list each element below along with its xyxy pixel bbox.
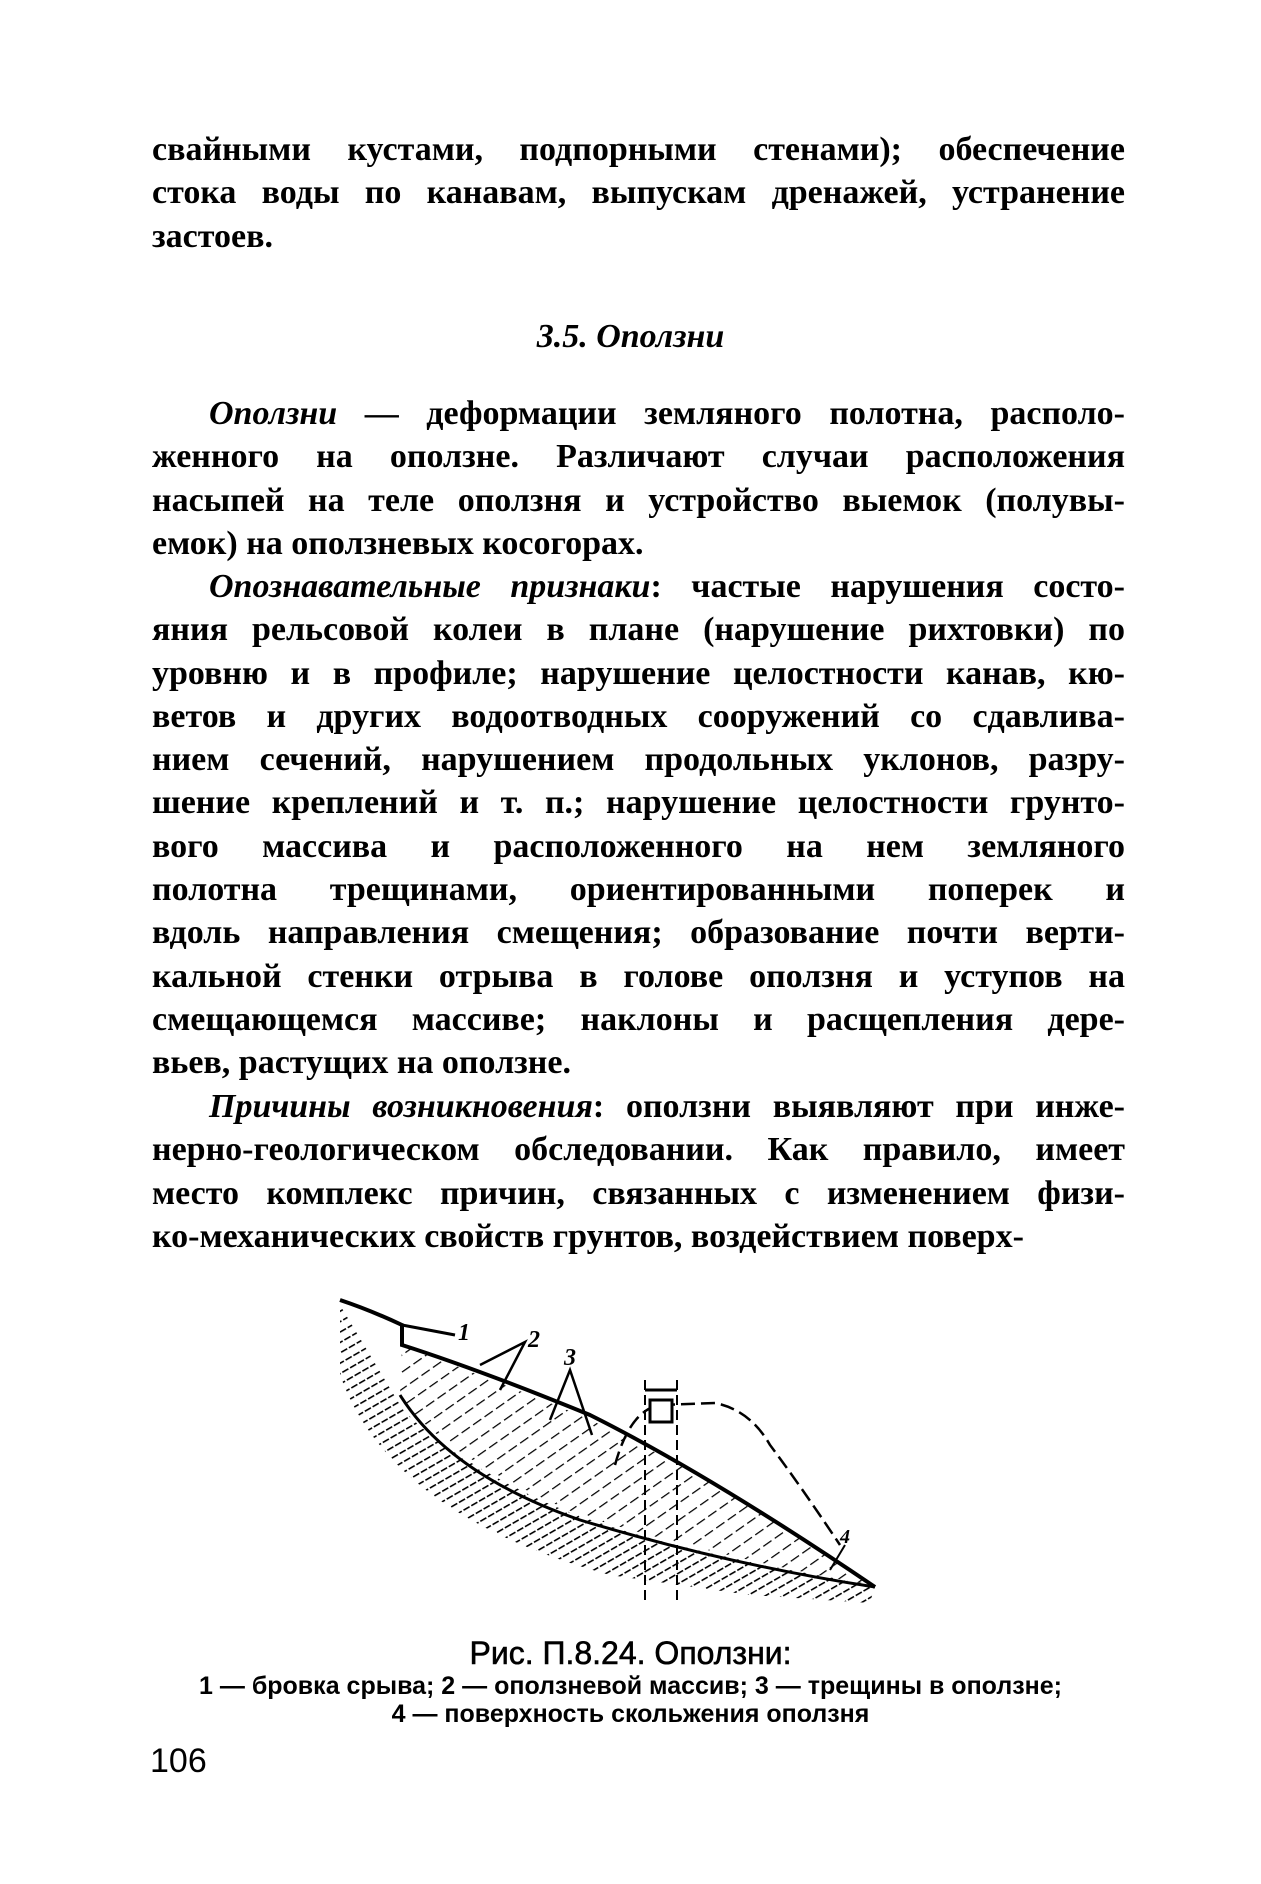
text-line [152, 1085, 1125, 1128]
paragraph-causes [152, 1085, 1125, 1258]
line-text: кальной стенки отрыва в голове оползня и уступов на [152, 957, 1125, 995]
text-line [152, 1172, 1125, 1215]
line-text: нием сечений, нарушением продольных уклонов, разру- [152, 741, 1125, 779]
line-text: шение креплений и т. п.; нарушение целостности грунто- [152, 784, 1125, 822]
text-line [152, 1128, 1125, 1171]
line-text: вого массива и расположенного на нем земляного [152, 827, 1125, 865]
figure-label-4: 4 [840, 1526, 850, 1548]
line-text: ветов и других водоотводных сооружений со сдавлива- [152, 697, 1125, 735]
text-line [152, 522, 1125, 565]
top-paragraph [152, 128, 1125, 258]
figure-label-3: 3 [564, 1345, 576, 1371]
text-line [152, 479, 1125, 522]
line-text: ко-механических свойств грунтов, воздействием поверх- [152, 1217, 1024, 1255]
text-line [152, 781, 1125, 824]
paragraph-signs [152, 565, 1125, 1085]
text-line [152, 998, 1125, 1041]
line-text: застоев. [152, 217, 273, 255]
line-text: нерно-геологическом обследовании. Как правило, имеет [152, 1131, 1125, 1169]
line-text: : частые нарушения состо- [650, 568, 1125, 605]
figure-label-1: 1 [458, 1320, 470, 1346]
text-line [152, 215, 1125, 258]
italic-term: Причины возникновения [209, 1088, 593, 1125]
figure-label-2: 2 [528, 1327, 540, 1353]
text-line [152, 128, 1125, 171]
text-line [152, 1041, 1125, 1084]
text-line [152, 868, 1125, 911]
line-text: смещающемся массиве; наклоны и расщепления дере- [152, 1000, 1125, 1038]
text-line [152, 695, 1125, 738]
line-text: вьев, растущих на оползне. [152, 1044, 571, 1082]
text-line [152, 608, 1125, 651]
line-text: место комплекс причин, связанных с изменением физи- [152, 1174, 1125, 1212]
page-number: 106 [150, 1742, 207, 1780]
text-line [152, 392, 1125, 435]
line-text: полотна трещинами, ориентированными поперек и [152, 871, 1125, 909]
line-text: яния рельсовой колеи в плане (нарушение рихтовки) по [152, 611, 1125, 649]
text-line [152, 565, 1125, 608]
figure-caption-legend-1: 1 — бровка срыва; 2 — оползневой массив; 3 — трещины в оползне; [199, 1672, 1062, 1700]
text-line [152, 825, 1125, 868]
landslide-figure [330, 1285, 930, 1605]
line-text: уровню и в профиле; нарушение целостности канав, кю- [152, 654, 1125, 692]
line-text: свайными кустами, подпорными стенами); обеспечение [152, 131, 1125, 168]
text-line [152, 1215, 1125, 1258]
figure-caption-legend-2: 4 — поверхность скольжения оползня [391, 1700, 870, 1728]
text-line [152, 652, 1125, 695]
text-line [152, 955, 1125, 998]
text-line [152, 738, 1125, 781]
paragraph-definition [152, 392, 1125, 565]
line-text: емок) на оползневых косогорах. [152, 524, 644, 562]
text-line [152, 911, 1125, 954]
line-text: : оползни выявляют при инже- [592, 1088, 1125, 1125]
italic-term: Оползни [209, 395, 338, 432]
line-text: стока воды по канавам, выпускам дренажей, устранение [152, 174, 1125, 212]
line-text: — деформации земляного полотна, располо- [337, 395, 1125, 432]
figure-caption-title: Рис. П.8.24. Оползни: [469, 1635, 792, 1671]
line-text: насыпей на теле оползня и устройство выемок (полувы- [152, 481, 1125, 519]
text-line [152, 171, 1125, 214]
line-text: вдоль направления смещения; образование почти верти- [152, 914, 1125, 952]
line-text: женного на оползне. Различают случаи расположения [152, 438, 1125, 476]
section-heading: 3.5. Оползни [536, 318, 725, 355]
text-line [152, 435, 1125, 478]
italic-term: Опознавательные признаки [209, 568, 651, 605]
